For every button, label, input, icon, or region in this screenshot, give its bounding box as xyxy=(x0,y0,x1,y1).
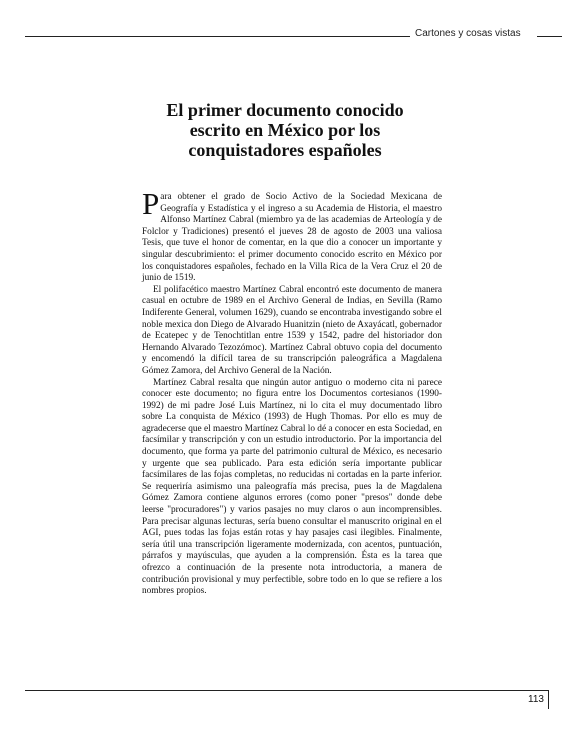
footer-rule-vertical xyxy=(548,690,549,709)
title-line: escrito en México por los xyxy=(189,120,381,141)
drop-cap: P xyxy=(142,186,160,221)
article-title xyxy=(130,100,440,160)
footer-rule xyxy=(25,690,548,691)
page-number: 113 xyxy=(528,694,544,705)
title-line: conquistadores españoles xyxy=(188,140,382,161)
running-head: Cartones y cosas vistas xyxy=(415,28,521,39)
header-rule xyxy=(25,36,410,37)
paragraph-text: ara obtener el grado de Socio Activo de la Sociedad Mexicana de Geografía y Estadística y el ingreso a su Academia de Historia, el maestro Alfonso Martínez Cabral (miembro ya de las academias de Arteología y de Folclor y Tradiciones) presentó el jueves 28 de agosto de 2003 una valiosa Tesis, que tuve el honor de comentar, en la que dio a conocer un importante y singular descubrimiento: el primer documento conocido escrito en México por los conquistadores españoles, fechado en la Villa Rica de la Vera Cruz el 20 de junio de 1519. xyxy=(142,192,442,284)
paragraph: Martínez Cabral resalta que ningún autor antiguo o moderno cita ni parece conocer este documento; no figura entre los Documentos cortesianos (1990-1992) de mi padre José Luis Martínez, ni lo cita el muy documentado libro sobre La conquista de México (1993) de Hugh Thomas. Por ello es muy de agradecerse que el maestro Martínez Cabral lo dé a conocer en esta Sociedad, en facsímilar y transcripción y con un estudio introductorio. Por la importancia del documento, que forma ya parte del patrimonio cultural de México, es necesario y urgente que sea publicado. Para esta edición sería importante publicar facsímilares de las fojas completas, no reducidas ni cortadas en la parte inferior. Se requeriría asimismo una paleografía más precisa, pues la de Magdalena Gómez Zamora contiene algunos errores (como poner "presos" donde debe leerse "procuradores") y varios pasajes no muy claros o aun incomprensibles. Para precisar algunas lecturas, sería bueno consultar el manuscrito original en el AGI, pues todas las fojas están rotas y hay pasajes casi ilegibles. Finalmente, sería útil una transcripción ligeramente modernizada, con acentos, puntuación, párrafos y mayúsculas, que ayuden a la comprensión. Ésta es la tarea que ofrezco a continuación de la presente nota introductoria, a manera de contribución provisional y muy perfectible, sobre todo en lo que se refiere a los nombres propios. xyxy=(142,377,442,597)
article-body xyxy=(142,186,442,598)
title-line: El primer documento conocido xyxy=(166,100,404,121)
paragraph: El polifacético maestro Martínez Cabral encontró este documento de manera casual en octubre de 1989 en el Archivo General de Indias, en Sevilla (Ramo Indiferente General, volumen 1629), cuando se encontraba investigando sobre el noble mexica don Diego de Alvarado Huanitzin (nieto de Axayácatl, gobernador de Ecatepec y de Tenochtitlan entre 1539 y 1542, padre del historiador don Hernando Alvarado Tezozómoc). Martínez Cabral obtuvo copia del documento y encomendó la difícil tarea de su transcripción paleográfica a Magdalena Gómez Zamora, del Archivo General de la Nación. xyxy=(142,284,442,376)
paragraph xyxy=(142,186,442,285)
header-rule-end xyxy=(537,36,562,37)
